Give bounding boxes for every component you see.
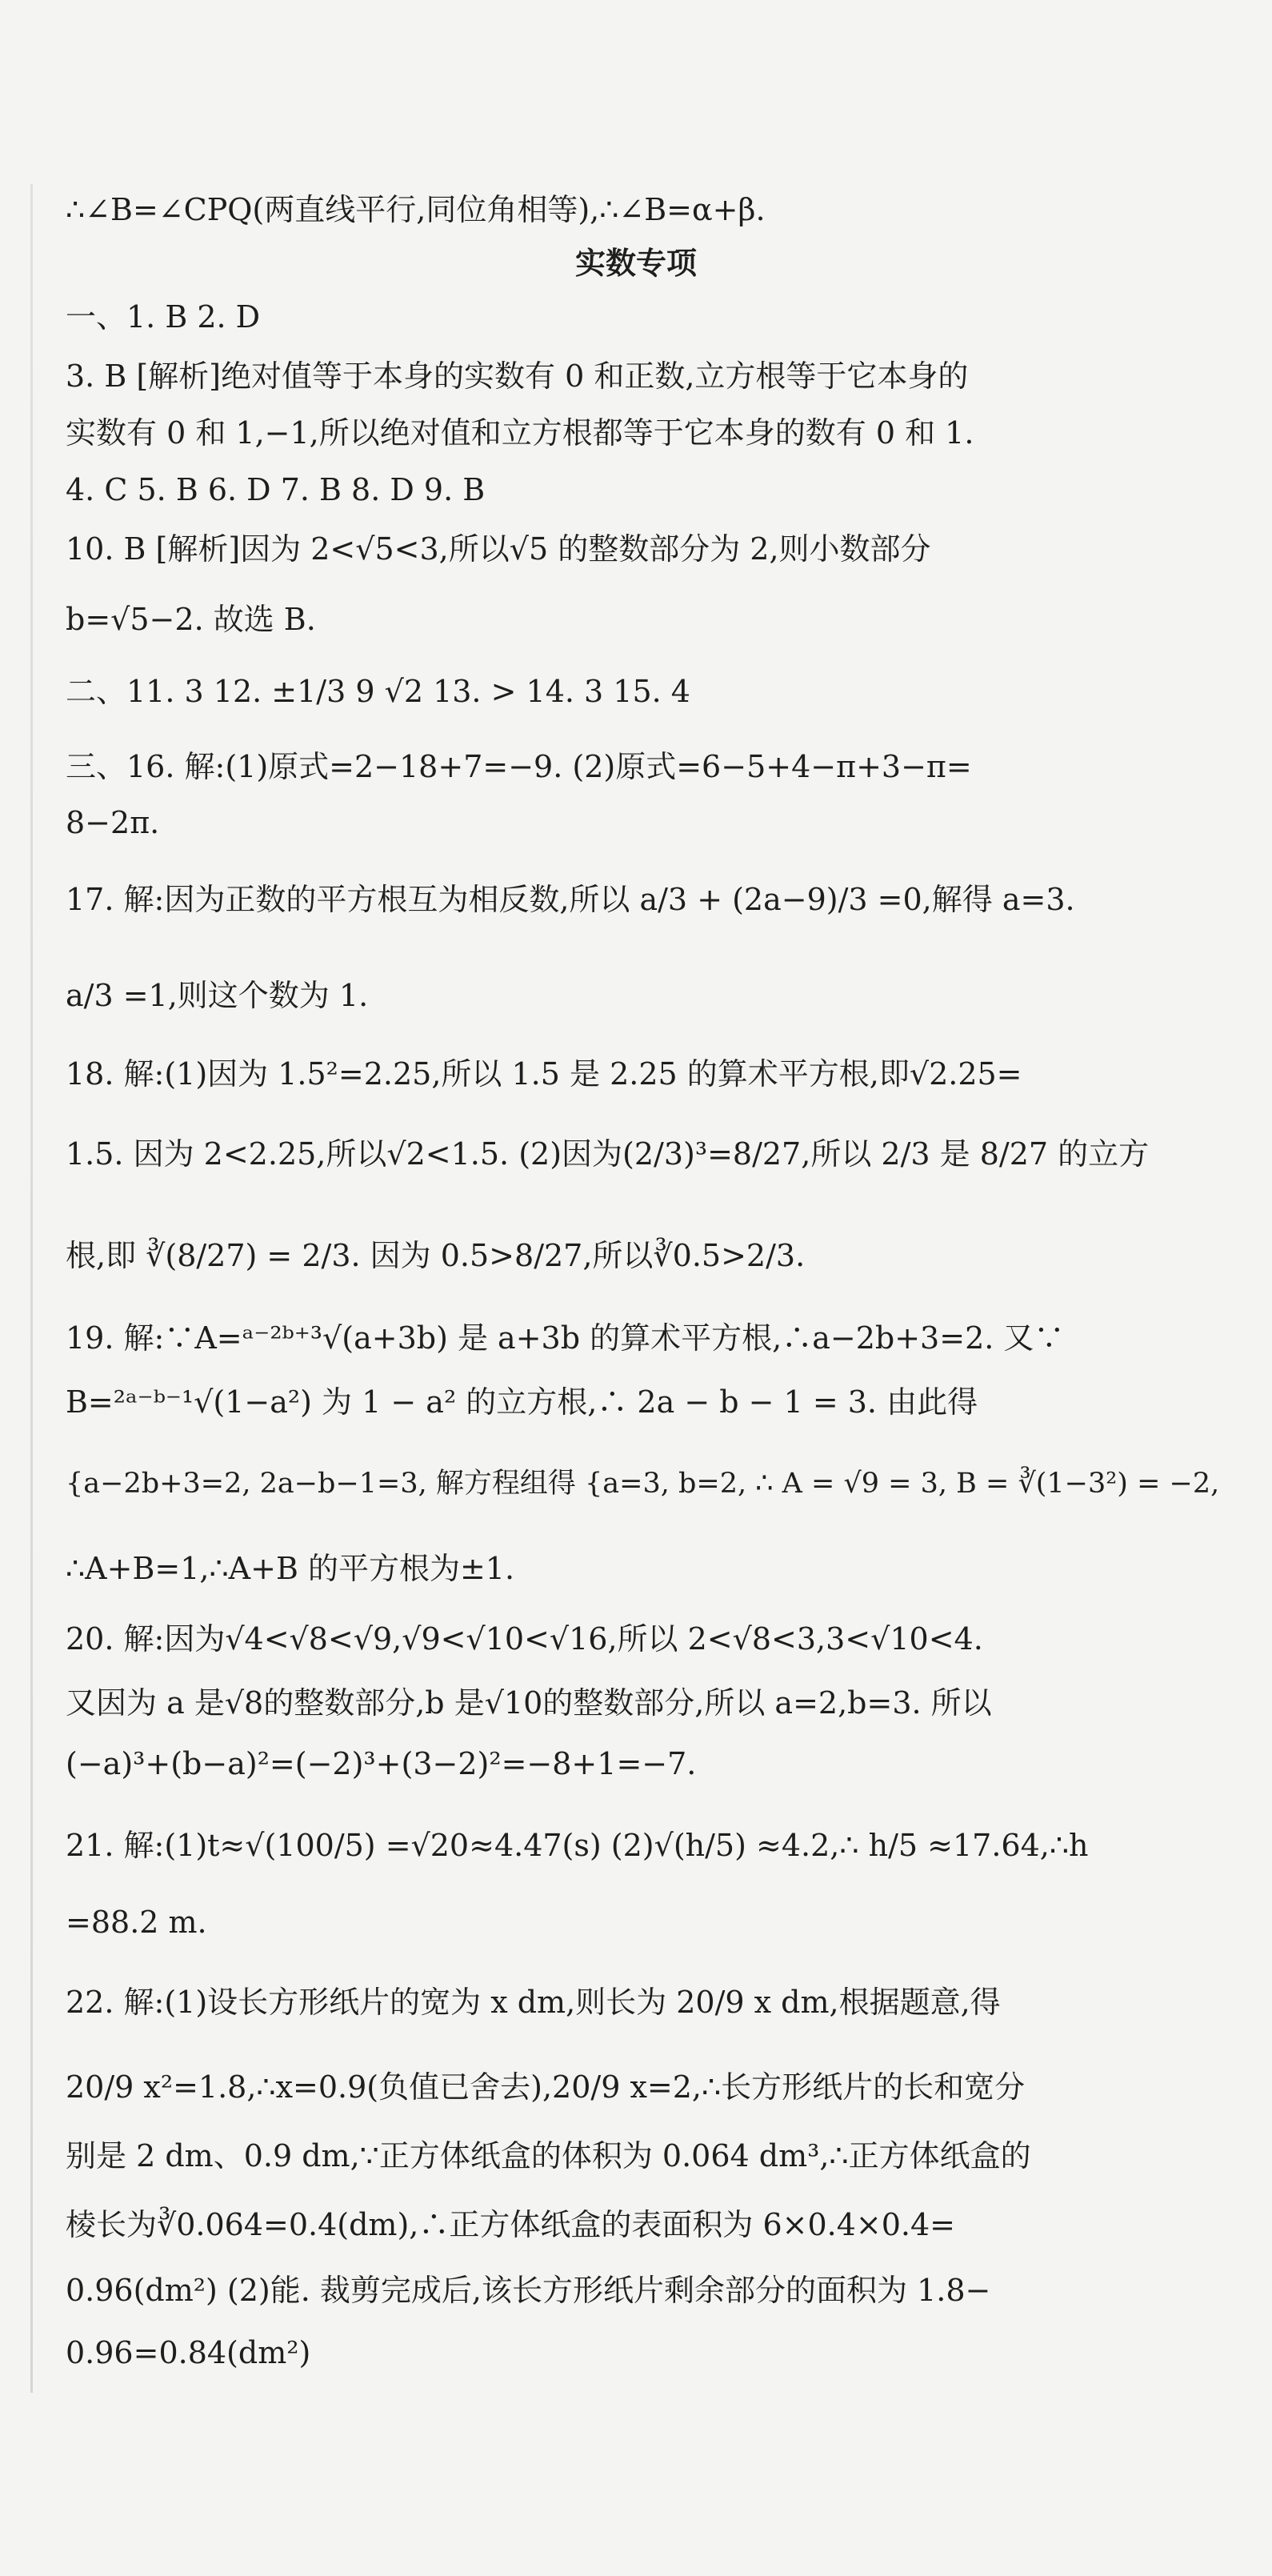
text-line: 4. C 5. B 6. D 7. B 8. D 9. B: [66, 472, 486, 507]
text-line: 10. B [解析]因为 2<√5<3,所以√5 的整数部分为 2,则小数部分: [66, 531, 931, 567]
text-line: 8−2π.: [66, 805, 160, 840]
section-title: 实数专项: [574, 246, 697, 281]
text-line: 3. B [解析]绝对值等于本身的实数有 0 和正数,立方根等于它本身的: [66, 359, 969, 394]
text-line: 19. 解:∵A=ᵃ⁻²ᵇ⁺³√(a+3b) 是 a+3b 的算术平方根,∴a−2b+3=2. 又∵: [66, 1320, 1065, 1356]
text-line: ∴A+B=1,∴A+B 的平方根为±1.: [66, 1551, 515, 1586]
text-line: 22. 解:(1)设长方形纸片的宽为 x dm,则长为 20/9 x dm,根据题意,得: [66, 1985, 1001, 2020]
binding-gutter: [30, 184, 33, 2393]
text-line: B=²ᵃ⁻ᵇ⁻¹√(1−a²) 为 1 − a² 的立方根,∴ 2a − b − 1 = 3. 由此得: [66, 1384, 978, 1420]
text-line: (−a)³+(b−a)²=(−2)³+(3−2)²=−8+1=−7.: [66, 1746, 697, 1781]
text-line: 21. 解:(1)t≈√(100/5) =√20≈4.47(s) (2)√(h/5) ≈4.2,∴ h/5 ≈17.64,∴h: [66, 1828, 1089, 1863]
text-line: 0.96=0.84(dm²): [66, 2335, 311, 2370]
text-line: 20/9 x²=1.8,∴x=0.9(负值已舍去),20/9 x=2,∴长方形纸片的长和宽分: [66, 2069, 1026, 2105]
text-line: 实数有 0 和 1,−1,所以绝对值和立方根都等于它本身的数有 0 和 1.: [66, 415, 974, 451]
text-line: {a−2b+3=2, 2a−b−1=3, 解方程组得 {a=3, b=2, ∴ A = √9 = 3, B = ∛(1−3²) = −2,: [66, 1468, 1220, 1500]
text-line: 0.96(dm²) (2)能. 裁剪完成后,该长方形纸片剩余部分的面积为 1.8−: [66, 2273, 991, 2308]
text-line: ∴∠B=∠CPQ(两直线平行,同位角相等),∴∠B=α+β.: [66, 192, 766, 227]
text-line: =88.2 m.: [66, 1905, 207, 1940]
text-line: 20. 解:因为√4<√8<√9,√9<√10<√16,所以 2<√8<3,3<√10<4.: [66, 1621, 983, 1657]
text-line: b=√5−2. 故选 B.: [66, 602, 316, 637]
text-line: 根,即 ∛(8/27) = 2/3. 因为 0.5>8/27,所以∛0.5>2/3.: [66, 1238, 806, 1273]
text-line: 三、16. 解:(1)原式=2−18+7=−9. (2)原式=6−5+4−π+3−π=: [66, 749, 972, 784]
text-line: 17. 解:因为正数的平方根互为相反数,所以 a/3 + (2a−9)/3 =0,解得 a=3.: [66, 882, 1075, 917]
text-line: 一、1. B 2. D: [66, 299, 261, 335]
text-line: 别是 2 dm、0.9 dm,∵正方体纸盒的体积为 0.064 dm³,∴正方体纸盒的: [66, 2138, 1031, 2173]
text-line: 18. 解:(1)因为 1.5²=2.25,所以 1.5 是 2.25 的算术平方根,即√2.25=: [66, 1056, 1022, 1092]
text-line: 棱长为∛0.064=0.4(dm),∴正方体纸盒的表面积为 6×0.4×0.4=: [66, 2207, 956, 2242]
text-line: a/3 =1,则这个数为 1.: [66, 978, 369, 1013]
text-line: 又因为 a 是√8的整数部分,b 是√10的整数部分,所以 a=2,b=3. 所以: [66, 1685, 992, 1721]
text-line: 二、11. 3 12. ±1/3 9 √2 13. > 14. 3 15. 4: [66, 674, 690, 709]
text-line: 1.5. 因为 2<2.25,所以√2<1.5. (2)因为(2/3)³=8/27,所以 2/3 是 8/27 的立方: [66, 1136, 1150, 1172]
